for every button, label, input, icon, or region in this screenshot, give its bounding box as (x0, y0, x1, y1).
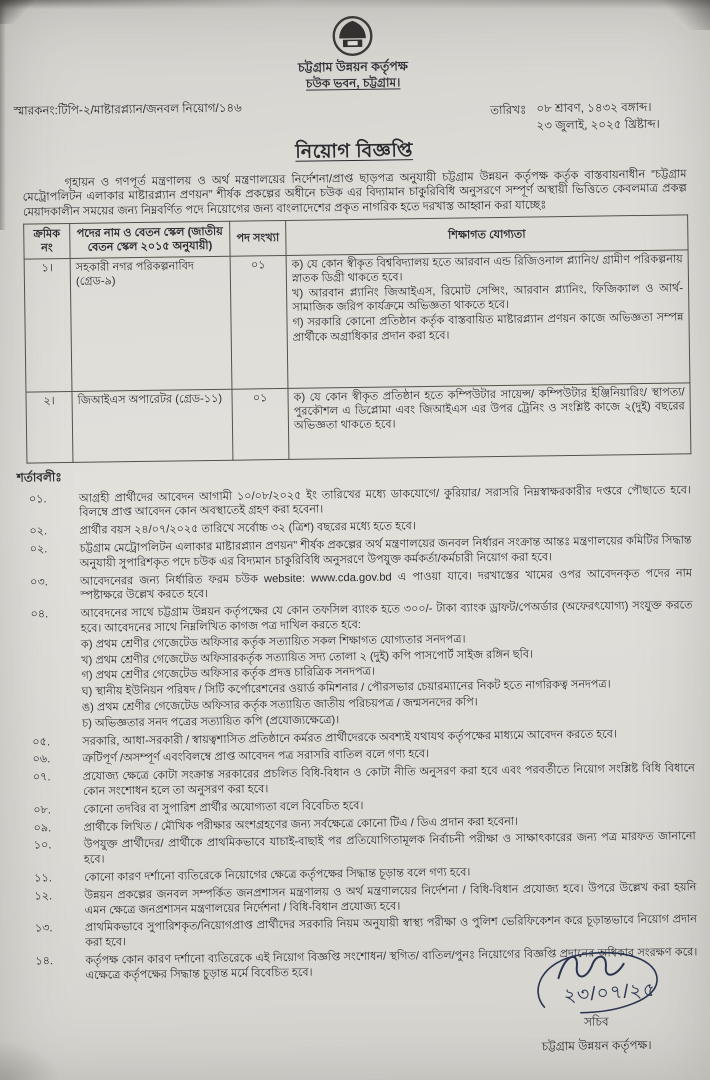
condition-number: ০২. (29, 543, 48, 556)
post-name-cell: জিআইএস অপারেটর (গ্রেড-১১) (72, 389, 233, 462)
condition-item (28, 598, 694, 732)
date-label: তারিখঃ (490, 102, 527, 117)
condition-number: ১১. (34, 872, 52, 885)
condition-text: কোনো তদবির বা সুপারিশ প্রার্থীর অযোগ্যতা বলে বিবেচিত হবে। (83, 799, 364, 816)
signature-row (34, 978, 699, 1073)
condition-number: ০২. (29, 525, 48, 538)
column-header-serial: ক্রমিক নং (24, 223, 70, 259)
qualification-line: ক) যে কোন স্বীকৃত বিশ্ববিদ্যালয় হতে আরবান এন্ড রিজিওনাল প্ল্যানিং/ গ্রামীণ পরিকল্পনায় স্নাতক ডিগ্রী থাকতে হবে। (291, 253, 683, 285)
condition-number: ০৫. (32, 735, 51, 749)
condition-text: প্রার্থীকে লিখিত / মৌখিক পরীক্ষার অংশগ্রহণের জন্য সর্বক্ষেত্রে কোনো টিএ / ডিএ প্রদান করা হবেনা। (83, 815, 519, 834)
condition-number: ০৯. (33, 821, 52, 835)
column-header-qualification: শিক্ষাগত যোগ্যতা (286, 214, 688, 255)
condition-text: আবেদনেরর জন্য নির্ধারিত ফরম চউক website: www.cda.gov.bd এ পাওয়া যাবে। দরখাস্তের খামের ওপর আবেদনকৃত পদের নাম স্পষ্টাক্ষরে উল্লেখ করতে হবে। (80, 566, 693, 603)
date-bangla: ০৮ শ্রাবণ, ১৪৩২ বঙ্গাব্দ। (536, 99, 652, 116)
conditions-list (27, 483, 698, 984)
condition-subitem: খ) প্রথম শ্রেণীর গেজেটেড অফিসারকর্তৃক সত্যায়িত সদ্য তোলা ২ (দুই) কপি পাসপোর্ট সাইজ রঙ্গিন ছবি। (81, 648, 534, 667)
column-header-post: পদের নাম ও বেতন স্কেল (জাতীয় বেতন স্কেল ২০১৫ অনুযায়ী) (70, 221, 230, 258)
serial-cell: ২। (26, 391, 73, 463)
condition-number: ০৩. (30, 575, 48, 589)
condition-subitem: চ) অভিজ্ঞতার সনদ পত্রের সত্যায়িত কপি (প্রযোজ্যক্ষেত্রে)। (82, 713, 340, 730)
condition-number: ১২. (34, 889, 53, 903)
qualifications-cell (288, 382, 691, 459)
condition-subitem: ঙ) প্রথম শ্রেণীর গেজেটেড অফিসার কর্তৃক সত্যায়িত জাতীয় পরিচয়পত্র / জন্মসনদের কপি। (81, 696, 478, 714)
memo-number: স্মারকনং:টিপি-২/মাষ্টারপ্ল্যান/জনবল নিয়োগ/১৪৬ (13, 100, 242, 118)
condition-number: ১৩. (34, 922, 53, 935)
condition-text: প্রার্থীর বয়স ২৪/০৭/২০২৫ তারিখে সর্বোচ্চ ৩২ (ত্রিশ) বছরের মধ্যে হতে হবে। (79, 520, 416, 538)
condition-number: ০৭. (32, 771, 51, 784)
signature-date: ২৩/০৭/২৫ (563, 979, 657, 1007)
condition-text: আগ্রহী প্রার্থীদের আবেদন আগামী ১০/০৮/২০২৫ ইং তারিখের মধ্যে ডাকযোগে/ কুরিয়ার/ সরাসরি নিম্নস্বাক্ষরকারীর দপ্তরে পৌছাতে হবে। বিলম্বে প্রাপ্ত আবেদন কোন অবস্থাতেই গ্রহণ করা হবেনা। (78, 483, 691, 520)
condition-number: ০৮. (33, 804, 52, 817)
intro-paragraph: গৃহায়ন ও গণপূর্ত মন্ত্রণালয় ও অর্থ মন্ত্রণালয়ের নির্দেশনা/প্রাপ্ত ছাড়পত্র অনুযায়ী চট্টগ্রাম উন্নয়ন কর্তৃপক্ষ কর্তৃক বাস্তবায়নাধীন “চট্টগ্রাম মেট্রোপলিটন এলাকার মাষ্টারপ্ল্যান প্রণয়ন” শীর্ষক প্রকল্পের অধীনে চউক এর বিদ্যামান চাকুরিবিধি অনুসরণে সম্পূর্ণ অস্থায়ী ভিত্তিতে কেবলমাত্র প্রকল্প মেয়াদকালীন সময়ের জন্য নিম্নবর্ণিত পদে নিয়োগের জন্য বাংলাদেশের প্রকৃত নাগরিক হতে দরখাস্ত আহ্বান করা যাচ্ছেঃ (22, 168, 687, 219)
condition-subitem: গ) প্রথম শ্রেণীর গেজেটেড অফিসার কর্তৃক প্রদত্ত চারিত্রিক সনদপত্র। (81, 666, 376, 683)
condition-number: ০৪. (30, 608, 49, 621)
condition-text: উপযুক্ত প্রার্থীদের/ প্রার্থীকে প্রাথমিকভাবে যাচাই-বাছাই পর প্রতিযোগিতামূলক নির্বাচনী পরীক্ষা ও সাক্ষাৎকারের জন্য পত্র মারফত জানানো হবে। (83, 830, 696, 866)
letterhead (20, 9, 685, 95)
table-row (24, 249, 690, 391)
condition-number: ০৬. (32, 753, 51, 766)
posts-table (23, 214, 691, 463)
date-block (490, 98, 660, 135)
condition-number: ০১. (28, 492, 47, 506)
serial-cell: ১। (24, 258, 72, 392)
qualification-line: খ) আরবান প্ল্যানিং জিআইএস, রিমোট সেন্সিং, আরবান প্ল্যানিং, ফিজিক্যাল ও আর্থ-সামাজিক জরিপ কার্যক্রমে অভিজ্ঞতা থাকতে হবে। (292, 282, 684, 315)
org-address: চউক ভবন, চট্টগ্রাম। (305, 74, 401, 91)
condition-subitem: ক) প্রথম শ্রেণীর গেজেটেড অফিসার কর্তৃক সত্যায়িত সকল শিক্ষাগত যোগ্যতার সনদপত্র। (80, 633, 466, 651)
condition-number: ১৪. (35, 955, 54, 968)
signature-block (495, 940, 697, 1059)
qualifications-cell (286, 249, 690, 388)
table-row (26, 382, 691, 462)
vacancy-count-cell: ০১ (230, 255, 288, 389)
date-gregorian: ২৩ জুলাই, ২০২৫ খ্রিষ্টাব্দ। (536, 116, 660, 133)
qualification-line: ক) যে কোন স্বীকৃত প্রতিষ্ঠান হতে কম্পিউটার সায়েন্স/ কম্পিউটার ইঞ্জিনিয়ারিং/ স্থাপত্য/ পুরকৌশল এ ডিপ্লোমা এবং জিআইএস এর উপর ট্রেনিং ও সংশ্লিষ্ট কাজে ২(দুই) বছরের অভিজ্ঞতা থাকতে হবে। (293, 385, 685, 432)
signature-scribble-icon (520, 940, 671, 1020)
vacancy-count-cell: ০১ (232, 388, 289, 460)
condition-text: প্রযোজ্য ক্ষেত্রে কোটা সংক্রান্ত সরকারের প্রচলিত বিধি-বিধান ও কোটা নীতি অনুসরণ করা হবে এবং পরবর্তীতে নিয়োগ সংশ্লিষ্ট বিধি বিধানে কোন সংশোধন হলে তা অনুসরণ করা হবে। (82, 762, 695, 798)
condition-text: আবেদনের সাথে চট্টগ্রাম উন্নয়ন কর্তৃপক্ষের যে কোন তফসিল ব্যাংক হতে ৩০০/- টাকা ব্যাংক ড্রাফট/পেঅর্ডার (অফেরৎযোগ্য) সংযুক্ত করতে হবে। আবেদনের সাথে নিম্নলিখিত কাগজ পত্র দাখিল করতে হবে: (80, 599, 693, 635)
qualification-line: গ) সরকারি কোনো প্রতিষ্ঠান কর্তৃক বাস্তবায়িত মাষ্টারপ্ল্যান প্রণয়ন কাজে অভিজ্ঞতা সম্পন্ন প্রার্থীকে অগ্রাধিকার প্রদান করা হবে। (292, 311, 684, 344)
condition-subitem: ঘ) স্থানীয় ইউনিয়ন পরিষদ / সিটি কর্পোরেশনের ওয়ার্ড কমিশনার / পৌরসভার চেয়ারম্যানের নিকট হতে নাগরিকত্ব সনদপত্র। (81, 678, 611, 698)
condition-text: প্রাথমিকভাবে সুপারিশকৃত/নিয়োগপ্রাপ্ত প্রার্থীদের সরকারি নিয়ম অনুযায়ী স্বাস্থ্য পরীক্ষা ও পুলিশ ভেরিফিকেশন করে চূড়ান্তভাবে নিয়োগ প্রদান করা হবে। (84, 913, 697, 949)
signature-org: চট্টগ্রাম উন্নয়ন কর্তৃপক্ষ। (541, 1037, 652, 1053)
condition-text: কোনো কারণ দর্শানো ব্যতিরেকে নিয়োগের ক্ষেত্রে কর্তৃপক্ষের সিদ্ধান্ত চূড়ান্ত বলে গণ্য হবে। (84, 866, 471, 884)
condition-text: উন্নয়ন প্রকল্পের জনবল সম্পর্কিত জনপ্রশাসন মন্ত্রণালয় ও অর্থ মন্ত্রণালয়ের নির্দেশনা / বিধি-বিধান প্রযোজ্য হবে। উপরে উল্লেখ করা হয়নি এমন ক্ষেত্রে জনপ্রশাসন মন্ত্রণালয়ের নির্দেশনা / বিধি-বিধান প্রযোজ্য হবে। (84, 880, 697, 917)
post-name-cell: সহকারী নগর পরিকল্পনাবিদ (গ্রেড-৯) (70, 256, 232, 391)
condition-text: কর্তৃপক্ষ কোন কারণ দর্শানো ব্যতিরেকে এই নিয়োগ বিজ্ঞপ্তি সংশোধন/ স্থগিত/ বাতিল/পুনঃ নিয়োগের বিজ্ঞপ্তি প্রদানের অধিকার সংরক্ষণ করে। এক্ষেত্রে কর্তৃপক্ষের সিদ্ধান্ত চুড়ান্ত মর্মে বিবেচিত হবে। (85, 946, 698, 982)
condition-text: ত্রুটিপূর্ণ /অসম্পূর্ণ এবংবিলম্বে প্রাপ্ত আবেদন পত্র সরাসরি বাতিল বলে গণ্য হবে। (82, 748, 430, 766)
condition-number: ১০. (33, 839, 52, 852)
secretary-designation: সচিব (583, 1014, 609, 1029)
conditions-heading: শর্তাবলীঃ (16, 469, 62, 485)
notice-title: নিয়োগ বিজ্ঞপ্তি (295, 139, 414, 163)
cda-logo-icon (330, 14, 375, 59)
condition-text: সরকারি, আধা-সরকারী / স্বায়ত্বশাসিত প্রতিষ্ঠানে কর্মরত প্রার্থীদেরকে অবশ্যই যথাযথ কর্তৃপক্ষের মাধ্যমে আবেদন করতে হবে। (82, 727, 618, 748)
column-header-count: পদ সংখ্যা (230, 220, 286, 256)
condition-text: চট্টগ্রাম মেট্রোপলিটন এলাকার মাষ্টারপ্ল্যান প্রণয়ন” শীর্ষক প্রকল্পের অর্থ মন্ত্রণালয়ের জনবল নির্ধারন সংক্রান্ত আন্তঃ মন্ত্রণালয়ের কমিটির সিদ্ধান্ত অনুযায়ী সুপারিশকৃত পদে চউক এর বিদ্যমান চাকুরিবিধি অনুসরণে উপযুক্ত কর্মকর্তা/কর্মচারী নিয়োগ করা হবে। (79, 534, 692, 570)
org-name: চট্টগ্রাম উন্নয়ন কর্তৃপক্ষ (297, 59, 409, 75)
